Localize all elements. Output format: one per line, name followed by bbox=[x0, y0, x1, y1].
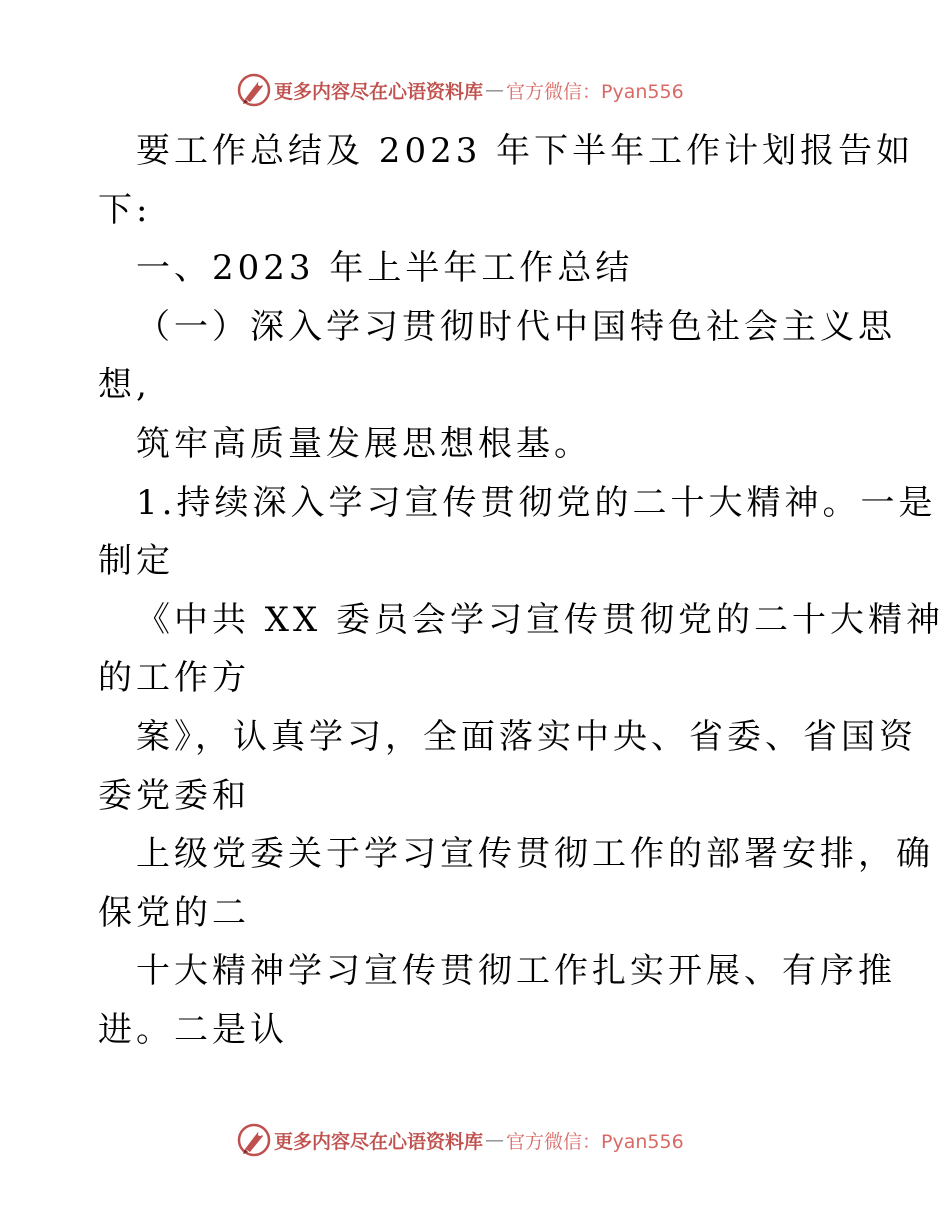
body-line: 1.持续深入学习宣传贯彻党的二十大精神。一是 bbox=[136, 482, 937, 523]
body-line: 委党委和 bbox=[98, 775, 250, 816]
body-line: 制定 bbox=[98, 541, 174, 582]
body-line: 上级党委关于学习宣传贯彻工作的部署安排，确 bbox=[136, 834, 934, 875]
watermark-brand: 更多内容尽在心语资料库 bbox=[274, 1130, 484, 1153]
pen-logo-icon bbox=[236, 72, 272, 108]
watermark-brand: 更多内容尽在心语资料库 bbox=[274, 80, 484, 103]
document-body bbox=[98, 122, 945, 1060]
body-line: 案》，认真学习，全面落实中央、省委、省国资 bbox=[136, 716, 917, 757]
body-line: 《中共 XX 委员会学习宣传贯彻党的二十大精神 bbox=[136, 599, 945, 640]
watermark-header bbox=[236, 70, 684, 110]
body-line: 想, bbox=[98, 365, 151, 406]
pen-logo-icon bbox=[236, 1122, 272, 1158]
section-heading: 一、2023 年上半年工作总结 bbox=[136, 248, 634, 289]
body-line: 的工作方 bbox=[98, 658, 250, 699]
subsection-heading: （一）深入学习贯彻时代中国特色社会主义思 bbox=[136, 306, 896, 347]
watermark-footer bbox=[236, 1120, 684, 1160]
body-line: 筑牢高质量发展思想根基。 bbox=[136, 423, 592, 464]
watermark-dash: — bbox=[485, 79, 505, 101]
body-line: 十大精神学习宣传贯彻工作扎实开展、有序推 bbox=[136, 951, 896, 992]
watermark-dash: — bbox=[485, 1129, 505, 1151]
body-line: 进。二是认 bbox=[98, 1009, 288, 1050]
body-line: 下: bbox=[98, 189, 152, 230]
watermark-contact: 官方微信：Pyan556 bbox=[506, 1130, 684, 1153]
watermark-contact: 官方微信：Pyan556 bbox=[506, 80, 684, 103]
body-line: 保党的二 bbox=[98, 892, 250, 933]
body-line: 要工作总结及 2023 年下半年工作计划报告如 bbox=[136, 131, 915, 171]
